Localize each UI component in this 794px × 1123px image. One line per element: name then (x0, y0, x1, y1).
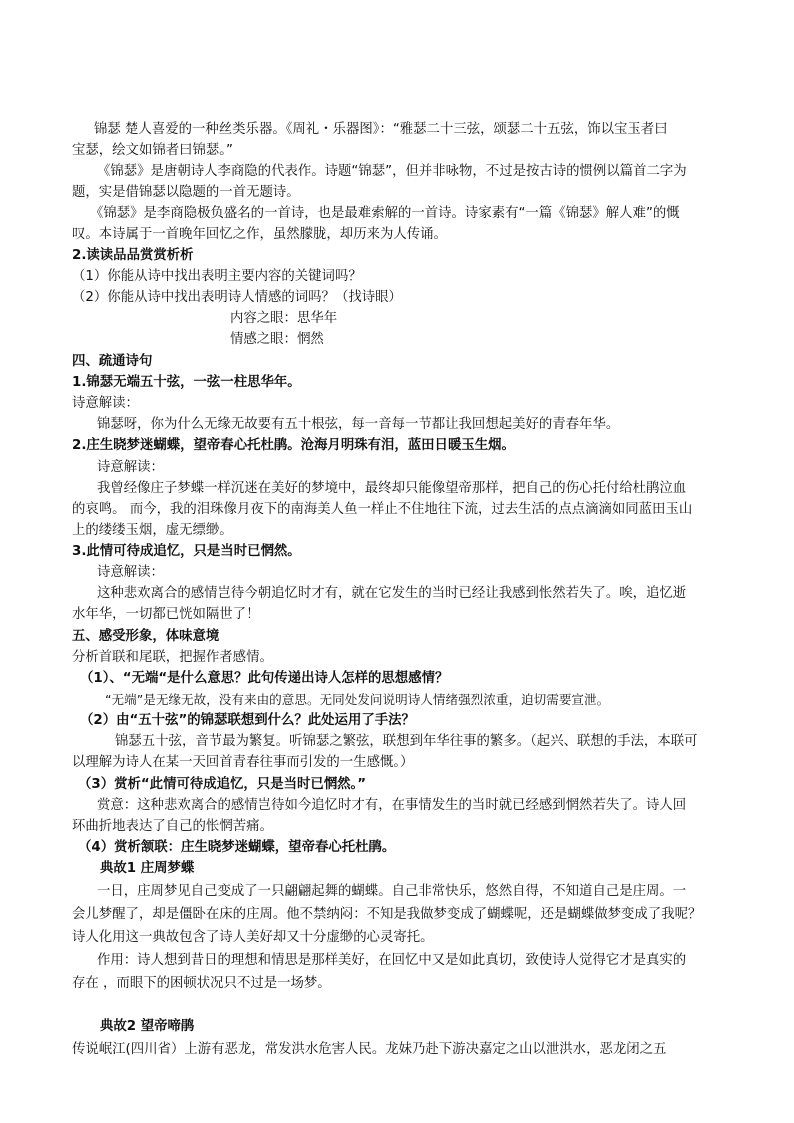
verse-3: 3.此情可待成追忆，只是当时已惘然。 (72, 544, 301, 559)
verse-1: 1.锦瑟无端五十弦，一弦一柱思华年。 (72, 375, 301, 390)
interpretation-1: 锦瑟呀，你为什么无缘无故要有五十根弦，每一音每一节都让我回想起美好的青春年华。 (97, 417, 620, 432)
allusion-1-story-line1: 一日，庄周梦见自己变成了一只翩翩起舞的蝴蝶。自己非常快乐，悠然自得，不知道自己是庄周。一 (97, 884, 687, 899)
analysis-answer-2-line1: 锦瑟五十弦，音节最为繁复。听锦瑟之繁弦，联想到年华往事的繁多。（起兴、联想的手法，本联可 (115, 734, 698, 749)
para-poem-fame-line1: 《锦瑟》是李商隐极负盛名的一首诗，也是最难索解的一首诗。诗家素有“一篇《锦瑟》解人难”的慨 (90, 206, 680, 221)
interpretation-2-line1: 我曾经像庄子梦蝶一样沉迷在美好的梦境中，最终却只能像望帝那样，把自己的伤心托付给杜鹃泣血 (97, 481, 687, 496)
question-1: （1）你能从诗中找出表明主要内容的关键词吗？ (72, 269, 362, 284)
allusion-1-story-line3: 诗人化用这一典故包含了诗人美好却又十分虚缈的心灵寄托。 (72, 930, 434, 945)
interpretation-label-3: 诗意解读： (97, 565, 164, 580)
analysis-answer-3-line1: 赏意：这种悲欢离合的感情岂待如今追忆时才有，在事情发生的当时就已经感到惘然若失了。诗人回 (97, 798, 687, 813)
para-poem-intro-line1: 《锦瑟》是唐朝诗人李商隐的代表作。诗题“锦瑟”，但并非咏物，不过是按古诗的惯例以篇首二字为 (97, 164, 687, 179)
analysis-question-1: （1）、“无端“是什么意思？此句传递出诗人怎样的思想感情？ (80, 671, 449, 686)
analysis-answer-3-line2: 环曲折地表达了自己的怅惘苦痛。 (72, 819, 273, 834)
heading-reading-analysis: 2.读读品品赏赏析析 (72, 248, 194, 263)
interpretation-3-line2: 水年华，一切都已恍如隔世了！ (72, 607, 260, 622)
allusion-2-story-line1: 传说岷江(四川省）上游有恶龙，常发洪水危害人民。龙妹乃赴下游决嘉定之山以泄洪水，恶龙闭之五 (72, 1042, 667, 1057)
analysis-question-4: （4）赏析颔联：庄生晓梦迷蝴蝶，望帝春心托杜鹃。 (78, 840, 396, 855)
allusion-2-title: 典故2 望帝啼鹃 (100, 1019, 195, 1034)
answer-content-eye: 内容之眼：思华年 (230, 311, 338, 326)
para-poem-fame-line2: 叹。本诗属于一首晚年回忆之作，虽然朦胧，却历来为人传诵。 (72, 227, 447, 242)
heading-section-4: 四、疏通诗句 (72, 354, 153, 369)
heading-section-5: 五、感受形象，体味意境 (72, 629, 220, 644)
analysis-question-3: （3）赏析“此情可待成追忆，只是当时已惘然。” (78, 777, 367, 792)
question-2: （2）你能从诗中找出表明诗人情感的词吗？（找诗眼） (72, 290, 402, 305)
para-jinse-definition-line2: 宝瑟，绘文如锦者曰锦瑟。” (72, 143, 233, 158)
para-poem-intro-line2: 题，实是借锦瑟以隐题的一首无题诗。 (72, 185, 300, 200)
answer-emotion-eye: 情感之眼：惘然 (230, 332, 324, 347)
allusion-1-story-line2: 会儿梦醒了，却是僵卧在床的庄周。他不禁纳闷：不知是我做梦变成了蝴蝶呢，还是蝴蝶做梦变成了我呢？ (72, 907, 702, 922)
interpretation-label-1: 诗意解读： (72, 396, 139, 411)
analysis-question-2: （2）由“五十弦”的锦瑟联想到什么？此处运用了手法？ (80, 713, 415, 728)
analysis-answer-2-line2: 以理解为诗人在某一天回首青春往事而引发的一生感慨。） (72, 755, 414, 770)
verse-2: 2.庄生晓梦迷蝴蝶，望帝春心托杜鹃。沧海月明珠有泪，蓝田日暖玉生烟。 (72, 438, 515, 453)
allusion-1-effect-line2: 存在 ，而眼下的困顿状况只不过是一场梦。 (72, 976, 331, 991)
interpretation-3-line1: 这种悲欢离合的感情岂待今朝追忆时才有，就在它发生的当时已经让我感到怅然若失了。唉，追忆逝 (97, 586, 687, 601)
allusion-1-title: 典故1 庄周梦蝶 (100, 861, 195, 876)
interpretation-2-line2: 的哀鸣。 而今，我的泪珠像月夜下的南海美人鱼一样止不住地往下流，过去生活的点点滴滴如同蓝田玉山 (72, 502, 693, 517)
allusion-1-effect-line1: 作用：诗人想到昔日的理想和情思是那样美好，在回忆中又是如此真切，致使诗人觉得它才是真实的 (97, 953, 687, 968)
interpretation-label-2: 诗意解读： (97, 460, 164, 475)
para-jinse-definition-line1: 锦瑟 楚人喜爱的一种丝类乐器。《周礼・乐器图》：“雅瑟二十三弦，颂瑟二十五弦，饰以宝玉者曰 (94, 122, 668, 137)
interpretation-2-line3: 上的缕缕玉烟，虚无缥缈。 (72, 523, 233, 538)
analysis-answer-1: “无端”是无缘无故，没有来由的意思。无同处发问说明诗人情绪强烈浓重，迫切需要宣泄。 (105, 692, 610, 707)
analysis-instruction: 分析首联和尾联，把握作者感情。 (72, 650, 273, 665)
